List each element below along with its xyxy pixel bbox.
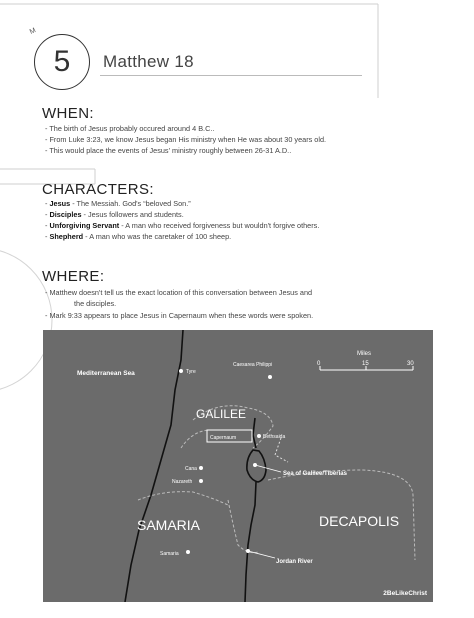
scale-tick-0: 0 (317, 361, 321, 367)
scale-tick-30: 30 (407, 361, 414, 367)
character-item: - Unforgiving Servant - A man who received forgiveness but wouldn't forgive others. (45, 221, 320, 230)
regional-map (43, 330, 433, 602)
character-name: Unforgiving Servant (49, 221, 120, 230)
characters-heading: CHARACTERS: (42, 181, 154, 198)
brand-label: 2BeLikeChrist (383, 590, 427, 597)
caesarea-label: Caesarea Philippi (233, 362, 273, 368)
when-line-3: - This would place the events of Jesus' ministry roughly between 26-31 A.D.. (45, 146, 292, 155)
character-desc: - The Messiah. God's “beloved Son.” (70, 199, 191, 208)
scale-tick-15: 15 (362, 361, 369, 367)
bethsaida-label: Bethsaida (263, 434, 286, 440)
character-item: - Disciples - Jesus followers and students. (45, 210, 184, 219)
character-name: Disciples (49, 210, 82, 219)
chapter-number: 5 (53, 45, 71, 78)
character-desc: - A man who was the caretaker of 100 sheep. (83, 232, 232, 241)
sea-of-galilee-label: Sea of Galilee/Tiberias (283, 471, 347, 477)
cana-marker (199, 466, 203, 470)
when-line-1: - The birth of Jesus probably occured around 4 B.C.. (45, 124, 215, 133)
capernaum-label: Capernaum (210, 435, 237, 441)
where-line-2: the disciples. (74, 299, 117, 308)
character-name: Jesus (49, 199, 71, 208)
map-graphic (43, 330, 433, 602)
jordan-river-label: Jordan River (276, 559, 313, 565)
samaria-marker (186, 550, 190, 554)
corner-letter: M (28, 27, 38, 36)
mediterranean-label: Mediterranean Sea (77, 370, 135, 377)
chapter-number-badge (34, 34, 90, 90)
bethsaida-marker (257, 434, 261, 438)
tyre-label: Tyre (186, 369, 196, 375)
character-item: - Jesus - The Messiah. God's “beloved Son.” (45, 199, 191, 208)
samaria-city-label: Samaria (160, 551, 179, 557)
character-desc: - Jesus followers and students. (81, 210, 184, 219)
title-underline (100, 75, 362, 76)
scale-title: Miles (357, 351, 372, 357)
character-desc: - A man who received forgiveness but wouldn't forgive others. (119, 221, 320, 230)
tyre-marker (179, 369, 183, 373)
caesarea-marker (268, 375, 272, 379)
galilee-label: GALILEE (196, 407, 247, 421)
when-line-2: - From Luke 3:23, we know Jesus began His ministry when He was about 30 years old. (45, 135, 327, 144)
where-heading: WHERE: (42, 268, 105, 285)
when-heading: WHEN: (42, 105, 94, 122)
where-line-1: - Matthew doesn't tell us the exact location of this conversation between Jesus and (45, 288, 313, 297)
cana-label: Cana (185, 466, 197, 472)
samaria-region-label: SAMARIA (137, 517, 201, 533)
where-line-3: - Mark 9:33 appears to place Jesus in Capernaum when these words were spoken. (45, 311, 314, 320)
character-name: Shepherd (49, 232, 84, 241)
decapolis-label: DECAPOLIS (319, 513, 400, 529)
nazareth-marker (199, 479, 203, 483)
nazareth-label: Nazareth (172, 479, 193, 485)
page-title: Matthew 18 (103, 52, 194, 71)
character-item: - Shepherd - A man who was the caretaker of 100 sheep. (45, 232, 232, 241)
